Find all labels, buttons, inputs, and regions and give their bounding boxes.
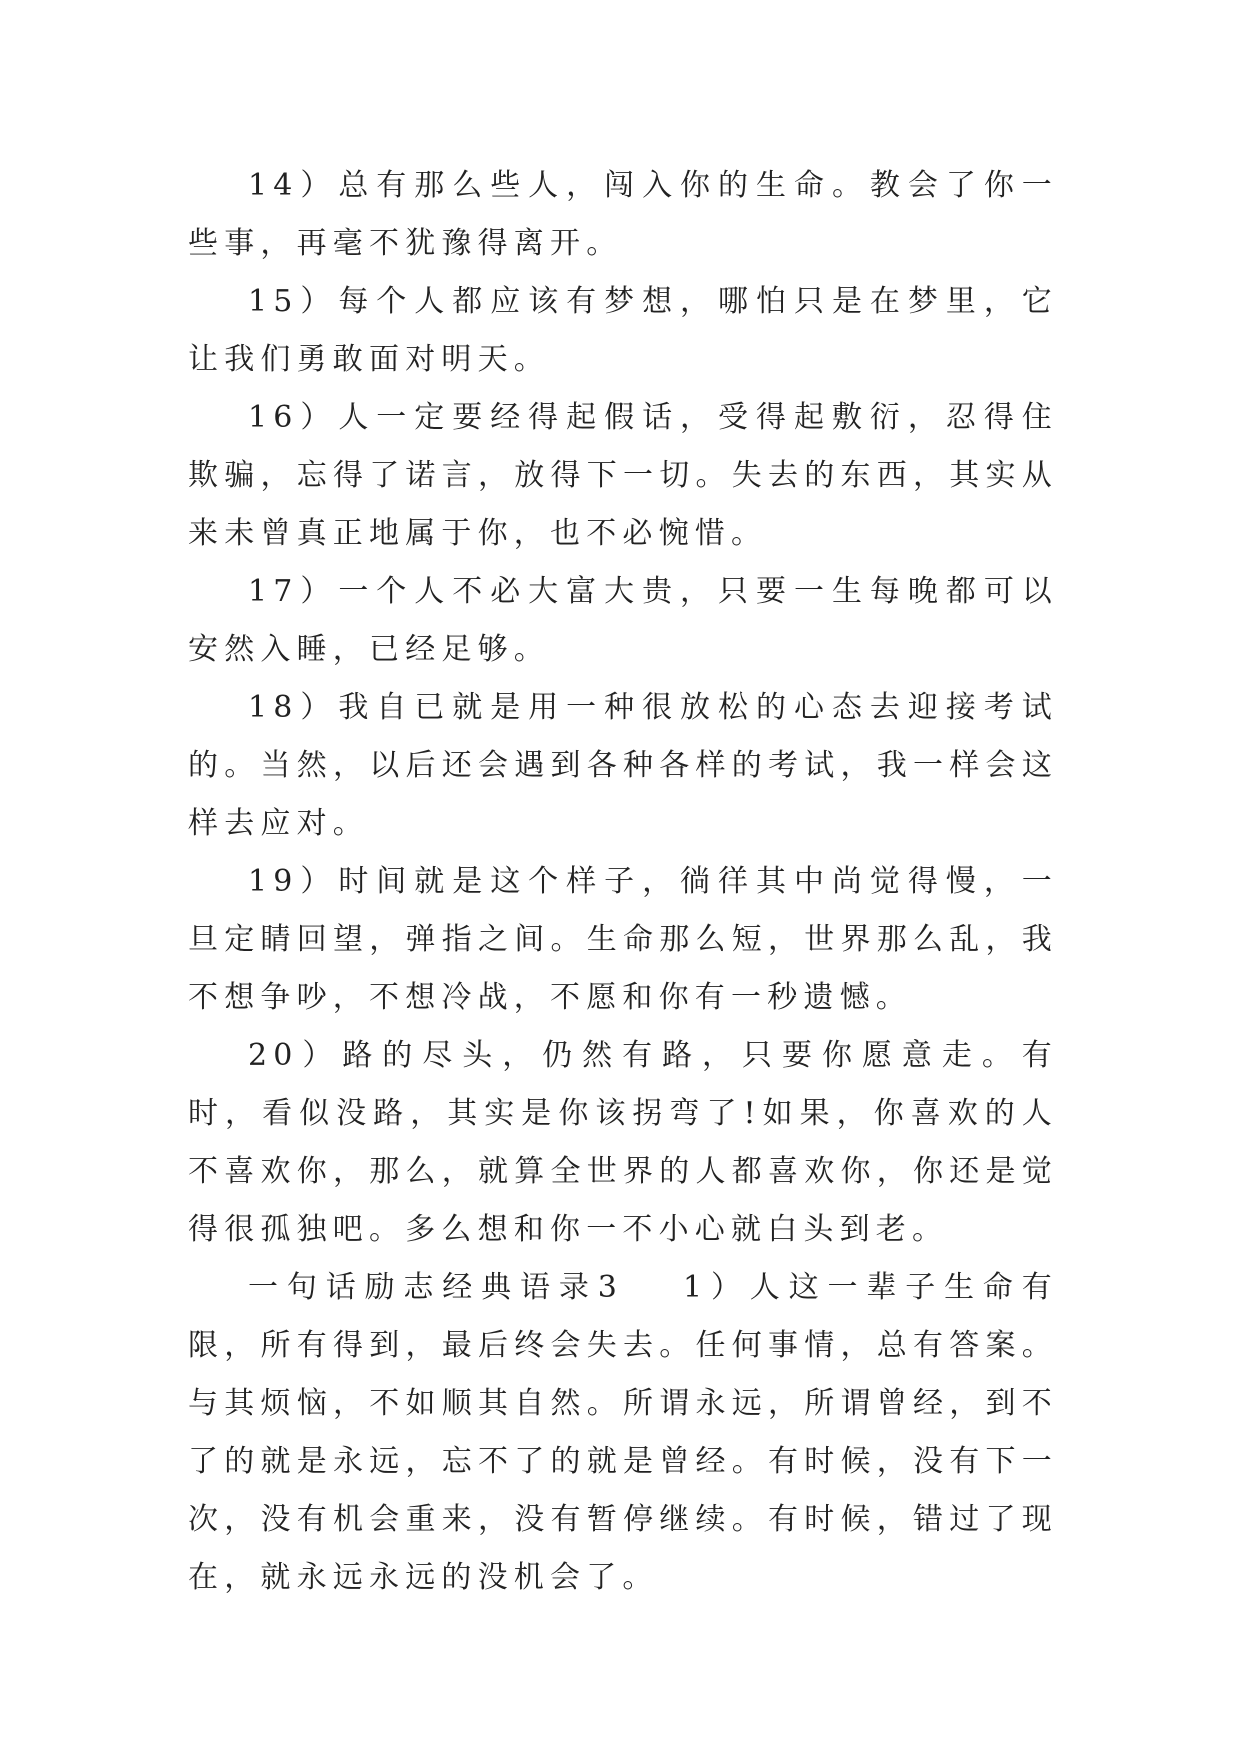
quote-18: 18）我自已就是用一种很放松的心态去迎接考试的。当然，以后还会遇到各种各样的考试，我一样会这样去应对。 <box>188 690 1058 841</box>
section-3-paragraph <box>188 1259 1058 1607</box>
quote-20: 20）路的尽头，仍然有路，只要你愿意走。有时，看似没路，其实是你该拐弯了!如果，你喜欢的人不喜欢你，那么，就算全世界的人都喜欢你，你还是觉得很孤独吧。多么想和你一不小心就白头到老。 <box>188 1038 1058 1247</box>
section-title: 一句话励志经典语录3 <box>248 1270 623 1305</box>
section-3-quote-1: 1）人这一辈子生命有限，所有得到，最后终会失去。任何事情，总有答案。与其烦恼，不如顺其自然。所谓永远，所谓曾经，到不了的就是永远，忘不了的就是曾经。有时候，没有下一次，没有机会重来，没有暂停继续。有时候，错过了现在，就永远永远的没机会了。 <box>188 1270 1058 1595</box>
document-body <box>188 157 1058 1607</box>
quote-17: 17）一个人不必大富大贵，只要一生每晚都可以安然入睡，已经足够。 <box>188 574 1058 667</box>
quote-16: 16）人一定要经得起假话，受得起敷衍，忍得住欺骗，忘得了诺言，放得下一切。失去的东西，其实从来未曾真正地属于你，也不必惋惜。 <box>188 400 1058 551</box>
quote-15: 15）每个人都应该有梦想，哪怕只是在梦里，它让我们勇敢面对明天。 <box>188 284 1058 377</box>
quote-19: 19）时间就是这个样子，徜徉其中尚觉得慢，一旦定睛回望，弹指之间。生命那么短，世界那么乱，我不想争吵，不想冷战，不愿和你有一秒遗憾。 <box>188 864 1058 1015</box>
quote-14: 14）总有那么些人，闯入你的生命。教会了你一些事，再毫不犹豫得离开。 <box>188 168 1058 261</box>
